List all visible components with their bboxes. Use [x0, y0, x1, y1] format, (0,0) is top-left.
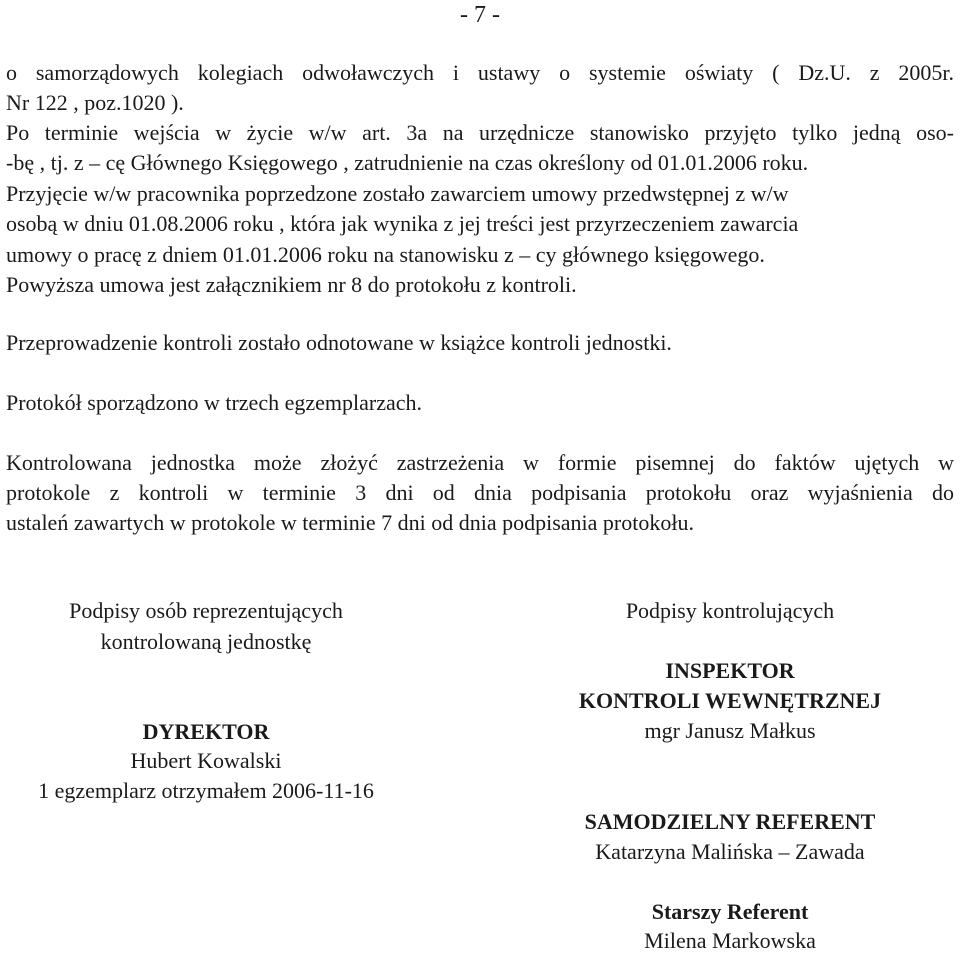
signatory-role: INSPEKTOR — [665, 658, 795, 683]
body-line: protokole z kontroli w terminie 3 dni od dnia podpisania protokołu oraz wyjaśnienia do — [6, 480, 954, 505]
signature-heading-line: kontrolowaną jednostkę — [100, 629, 312, 654]
body-line: o samorządowych kolegiach odwoławczych i ustawy o systemie oświaty ( Dz.U. z 2005r. — [6, 60, 954, 85]
signatory-name: Milena Markowska — [644, 928, 816, 953]
body-line: Po terminie wejścia w życie w/w art. 3a na urzędnicze stanowisko przyjęto tylko jedną oso- — [6, 120, 954, 145]
body-line: -bę , tj. z – cę Głównego Księgowego , zatrudnienie na czas określony od 01.01.2006 roku. — [6, 150, 809, 175]
body-line: Nr 122 , poz.1020 ). — [6, 90, 184, 115]
signature-heading-line: Podpisy osób reprezentujących — [69, 598, 343, 623]
receipt-note: 1 egzemplarz otrzymałem 2006-11-16 — [38, 778, 374, 803]
signatory-role: SAMODZIELNY REFERENT — [584, 809, 876, 834]
body-line: Przyjęcie w/w pracownika poprzedzone zostało zawarciem umowy przedwstępnej z w/w — [6, 181, 789, 206]
body-line: Powyższa umowa jest załącznikiem nr 8 do protokołu z kontroli. — [6, 272, 577, 297]
signatory-role: KONTROLI WEWNĘTRZNEJ — [578, 688, 882, 713]
signatory-name: Hubert Kowalski — [130, 748, 282, 773]
body-line: Kontrolowana jednostka może złożyć zastrzeżenia w formie pisemnej do faktów ujętych w — [6, 450, 954, 475]
signature-heading: Podpisy kontrolujących — [625, 598, 835, 623]
body-line: ustaleń zawartych w protokole w terminie 7 dni od dnia podpisania protokołu. — [6, 510, 694, 535]
body-line: umowy o pracę z dniem 01.01.2006 roku na stanowisku z – cy głównego księgowego. — [6, 242, 765, 267]
paragraph-copies: Protokół sporządzono w trzech egzemplarzach. — [6, 390, 422, 415]
paragraph-control-record: Przeprowadzenie kontroli zostało odnotowane w książce kontroli jednostki. — [6, 330, 672, 355]
signatory-name: Katarzyna Malińska – Zawada — [595, 839, 865, 864]
body-line: osobą w dniu 01.08.2006 roku , która jak wynika z jej treści jest przyrzeczeniem zawarcia — [6, 211, 799, 236]
signatory-role: DYREKTOR — [142, 719, 270, 744]
signatory-name: mgr Janusz Małkus — [644, 718, 816, 743]
page-number: - 7 - — [460, 2, 500, 28]
signatory-role: Starszy Referent — [651, 899, 809, 924]
